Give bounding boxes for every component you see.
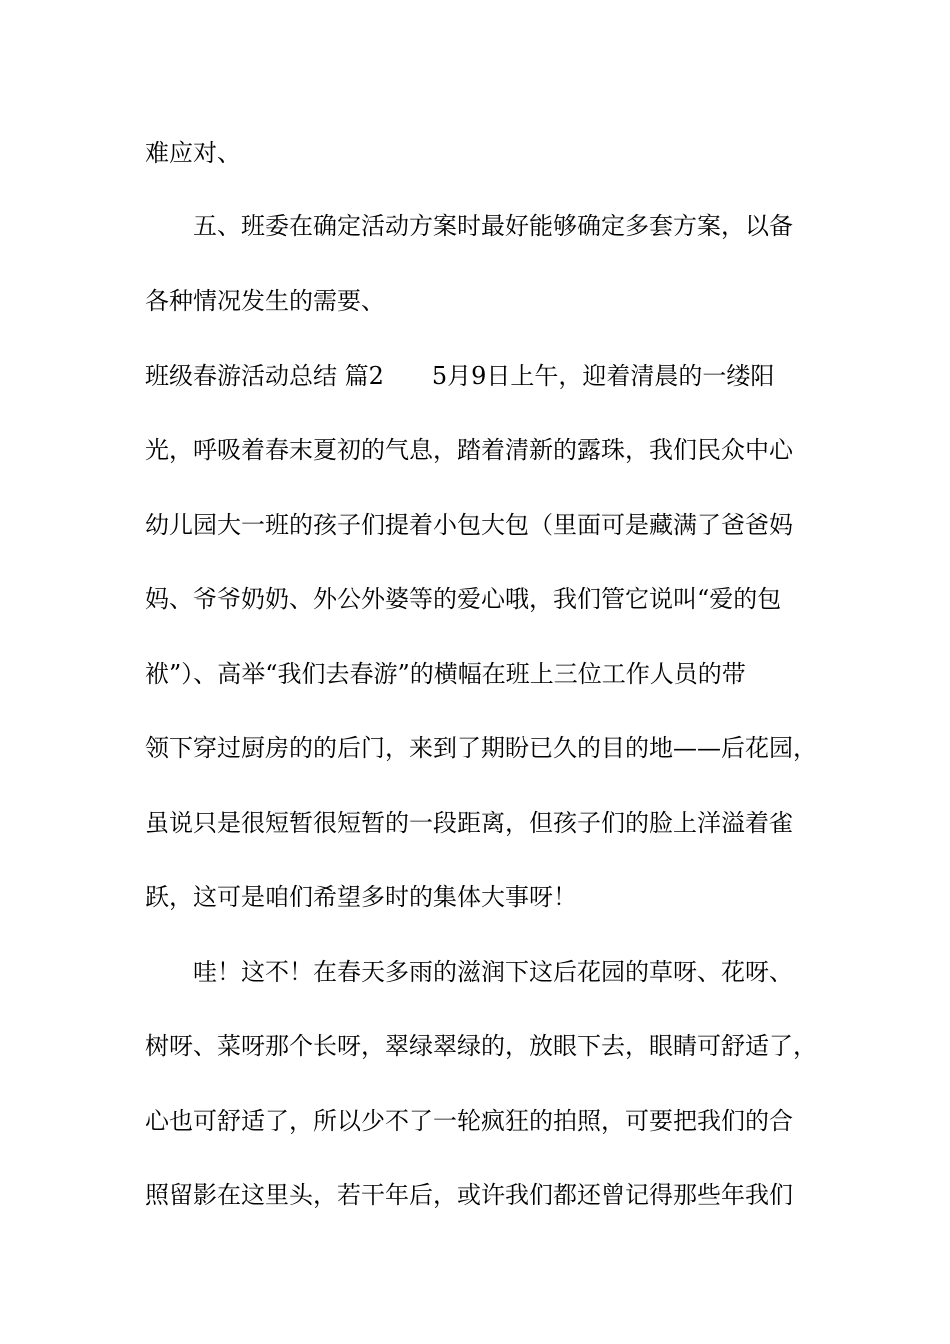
text-line-13: 树呀、菜呀那个长呀，翠绿翠绿的，放眼下去，眼睛可舒适了， [145, 1032, 817, 1060]
text-line-2: 五、班委在确定活动方案时最好能够确定多套方案，以备 [145, 212, 793, 240]
text-line-11: 跃，这可是咱们希望多时的集体大事呀！ [145, 883, 577, 911]
text-line-6: 幼儿园大一班的孩子们提着小包大包（里面可是藏满了爸爸妈 [145, 511, 793, 539]
text-line-8: 袱”）、高举“我们去春游”的横幅在班上三位工作人员的带 [145, 660, 746, 688]
text-line-1: 难应对、 [145, 139, 241, 167]
text-line-10: 虽说只是很短暂很短暂的一段距离，但孩子们的脸上洋溢着雀 [145, 809, 793, 837]
text-line-12: 哇！这不！在春天多雨的滋润下这后花园的草呀、花呀、 [145, 958, 793, 986]
text-line-3: 各种情况发生的需要、 [145, 287, 385, 315]
text-line-4: 班级春游活动总结 篇2 5月9日上午，迎着清晨的一缕阳 [145, 362, 775, 390]
text-line-14: 心也可舒适了，所以少不了一轮疯狂的拍照，可要把我们的合 [145, 1107, 793, 1135]
text-line-7: 妈、爷爷奶奶、外公外婆等的爱心哦，我们管它说叫“爱的包 [145, 585, 782, 613]
text-line-15: 照留影在这里头，若干年后，或许我们都还曾记得那些年我们 [145, 1181, 793, 1209]
text-line-5: 光，呼吸着春末夏初的气息，踏着清新的露珠，我们民众中心 [145, 436, 793, 464]
text-line-9: 领下穿过厨房的的后门，来到了期盼已久的目的地——后花园， [145, 734, 817, 762]
